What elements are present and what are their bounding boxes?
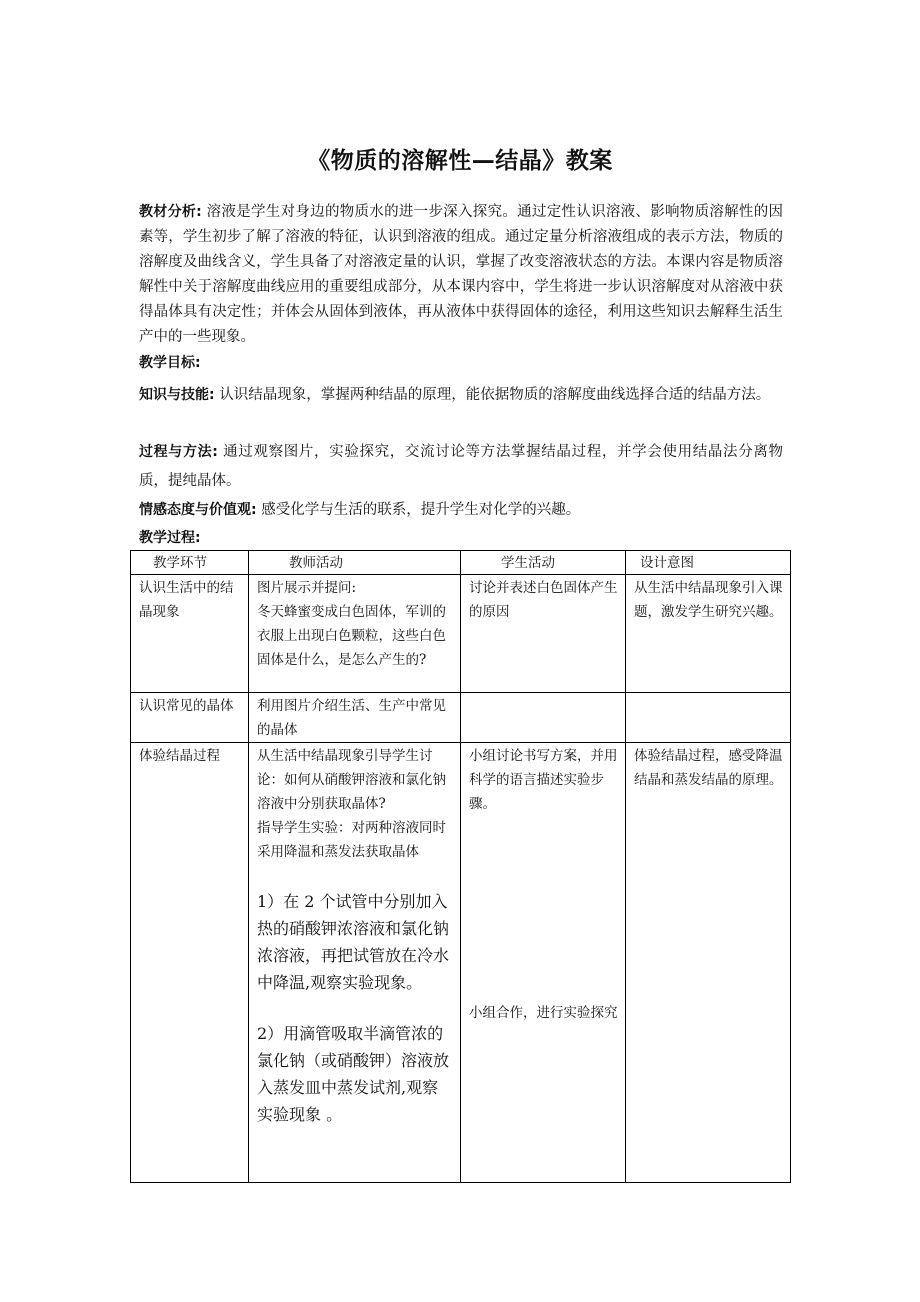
- row3-student-experiment: 小组合作，进行实验探究: [469, 1005, 618, 1021]
- row2-teacher: 利用图片介绍生活、生产中常见的晶体: [249, 693, 461, 743]
- analysis-paragraph: [139, 200, 783, 350]
- objective-knowledge-label: 知识与技能:: [139, 387, 215, 403]
- table-row: [131, 575, 791, 693]
- table-row: [131, 693, 791, 743]
- analysis-label: 教材分析:: [139, 204, 202, 220]
- objective-knowledge-text: 认识结晶现象，掌握两种结晶的原理，能依据物质的溶解度曲线选择合适的结晶方法。: [219, 387, 771, 403]
- row1-stage: 认识生活中的结晶现象: [131, 575, 249, 693]
- row1-teacher-line1: 图片展示并提问:: [257, 580, 357, 596]
- header-student: 学生活动: [461, 551, 626, 575]
- row3-teacher-discussion: 从生活中结晶现象引导学生讨论：如何从硝酸钾溶液和氯化钠溶液中分别获取晶体?: [257, 748, 446, 812]
- row3-teacher: [249, 743, 461, 1183]
- teaching-process-table: [130, 550, 791, 1183]
- row3-student: [461, 743, 626, 1183]
- row3-teacher-step2: 2）用滴管吸取半滴管浓的氯化钠（或硝酸钾）溶液放入蒸发皿中蒸发试剂,观察实验现象 。: [257, 1024, 450, 1124]
- objective-emotion: [139, 496, 783, 525]
- row2-stage: 认识常见的晶体: [131, 693, 249, 743]
- objective-process-text: 通过观察图片，实验探究，交流讨论等方法掌握结晶过程，并学会使用结晶法分离物质，提纯晶体。: [139, 444, 784, 489]
- row1-student: 讨论并表述白色固体产生的原因: [461, 575, 626, 693]
- row3-student-discussion: 小组讨论书写方案，并用科学的语言描述实验步骤。: [469, 748, 618, 812]
- process-heading: 教学过程:: [139, 530, 201, 546]
- table-row: [131, 743, 791, 1183]
- objective-emotion-label: 情感态度与价值观:: [139, 502, 257, 518]
- row3-teacher-guidance: 指导学生实验：对两种溶液同时采用降温和蒸发法获取晶体: [257, 820, 446, 860]
- objective-process-label: 过程与方法:: [139, 444, 218, 460]
- objectives-heading: 教学目标:: [139, 355, 201, 371]
- row3-teacher-step1: 1）在 2 个试管中分别加入热的硝酸钾浓溶液和氯化钠浓溶液，再把试管放在冷水中降温,观察实验现象。: [257, 892, 450, 992]
- row3-stage: 体验结晶过程: [131, 743, 249, 1183]
- table-header-row: [131, 551, 791, 575]
- header-stage: 教学环节: [131, 551, 249, 575]
- objective-knowledge: [139, 381, 783, 410]
- objective-emotion-text: 感受化学与生活的联系，提升学生对化学的兴趣。: [261, 502, 581, 518]
- row1-intent: 从生活中结晶现象引入课题，激发学生研究兴趣。: [626, 575, 791, 693]
- header-intent: 设计意图: [626, 551, 791, 575]
- row1-teacher: [249, 575, 461, 693]
- analysis-text: 溶液是学生对身边的物质水的进一步深入探究。通过定性认识溶液、影响物质溶解性的因素等，学生初步了解了溶液的特征，认识到溶液的组成。通过定量分析溶液组成的表示方法，物质的溶解度及曲线含义，学生具备了对溶液定量的认识，掌握了改变溶液状态的方法。本课内容是物质溶解性中关于溶解度曲线应用的重要组成部分，从本课内容中，学生将进一步认识溶解度对从溶液中获得晶体具有决定性；并体会从固体到液体，再从液体中获得固体的途径，利用这些知识去解释生活生产中的一些现象。: [139, 204, 784, 345]
- row3-intent: 体验结晶过程，感受降温结晶和蒸发结晶的原理。: [626, 743, 791, 1183]
- objective-process: [139, 438, 783, 496]
- header-teacher: 教师活动: [249, 551, 461, 575]
- row2-intent: [626, 693, 791, 743]
- page-title: 《物质的溶解性—结晶》教案: [307, 148, 613, 174]
- row2-student: [461, 693, 626, 743]
- row1-teacher-line2: 冬天蜂蜜变成白色固体，军训的衣服上出现白色颗粒，这些白色固体是什么，是怎么产生的?: [257, 604, 446, 668]
